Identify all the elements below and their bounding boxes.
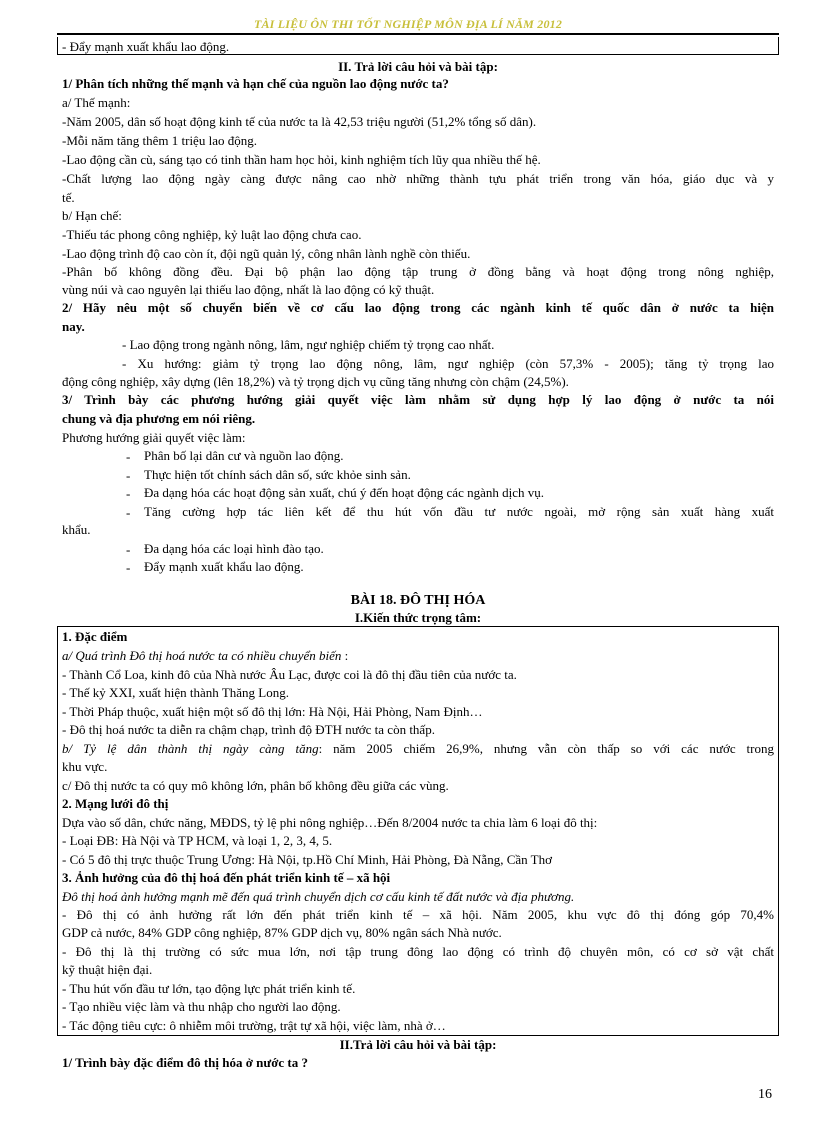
question-1-title: 1/ Phân tích những thế mạnh và hạn chế của nguồn lao động nước ta?: [62, 76, 449, 91]
employment-intro: Phương hướng giải quyết việc làm:: [62, 430, 246, 445]
impact-item: - Tạo nhiều việc làm và thu nhập cho người lao động.: [62, 999, 341, 1014]
page-number: 16: [758, 1087, 772, 1102]
lesson-subtitle: I.Kiến thức trọng tâm:: [354, 610, 482, 625]
weakness-item: -Phân bố không đồng đều. Đại bộ phận lao động tập trung ở đồng bằng và hoạt động trong nông nghiệp,: [62, 264, 774, 279]
employment-item: Đẩy mạnh xuất khẩu lao động.: [144, 559, 304, 574]
urbanization-item: - Thời Pháp thuộc, xuất hiện một số đô thị lớn: Hà Nội, Hải Phòng, Nam Định…: [62, 704, 483, 719]
employment-item-wrap: khẩu.: [62, 522, 91, 537]
section-1-heading: 1. Đặc điểm: [62, 629, 128, 644]
weaknesses-label: b/ Hạn chế:: [62, 208, 122, 223]
section-2-heading: 2. Mạng lưới đô thị: [62, 796, 169, 811]
section-1b: [62, 742, 774, 756]
impact-item: - Đô thị là thị trường có sức mua lớn, nơi tập trung đông lao động có trình độ chuyên môn, có cơ sở vật chất: [62, 944, 774, 959]
question-2-title: 2/ Hãy nêu một số chuyển biến về cơ cấu lao động trong các ngành kinh tế quốc dân ở nước ta hiện: [62, 300, 774, 315]
urbanization-item: - Thành Cổ Loa, kinh đô của Nhà nước Âu Lạc, được coi là đô thị đầu tiên của nước ta.: [62, 667, 517, 682]
section-1a-italic: a/ Quá trình Đô thị hoá nước ta có nhiều chuyển biến: [62, 648, 342, 663]
strength-item-wrap: tế.: [62, 190, 75, 205]
lesson-question-1: 1/ Trình bày đặc điểm đô thị hóa ở nước ta ?: [62, 1055, 309, 1070]
section-1a: [62, 649, 774, 663]
impact-item: - Đô thị có ảnh hưởng rất lớn đến phát triển kinh tế – xã hội. Năm 2005, khu vực đô thị đóng góp 70,4%: [62, 907, 774, 922]
bullet-dash: -: [126, 486, 131, 501]
bullet-dash: -: [126, 468, 131, 483]
strength-item: -Năm 2005, dân số hoạt động kinh tế của nước ta là 42,53 triệu người (51,2% tổng số dân).: [62, 114, 537, 129]
question-3-title: 3/ Trình bày các phương hướng giải quyết việc làm nhằm sử dụng hợp lý lao động ở nước ta nói: [62, 392, 774, 407]
top-box-line: - Đẩy mạnh xuất khẩu lao động.: [62, 39, 230, 54]
employment-item: Đa dạng hóa các hoạt động sản xuất, chú ý đến hoạt động các ngành dịch vụ.: [144, 485, 544, 500]
section-1a-colon: :: [341, 648, 349, 663]
impact-item-wrap: kỹ thuật hiện đại.: [62, 962, 153, 977]
question-3-title-wrap: chung và địa phương em nói riêng.: [62, 411, 256, 426]
impact-item: - Thu hút vốn đầu tư lớn, tạo động lực phát triển kinh tế.: [62, 981, 356, 996]
impact-item: - Tác động tiêu cực: ô nhiễm môi trường, trật tự xã hội, việc làm, nhà ở…: [62, 1018, 446, 1033]
weakness-item: -Thiếu tác phong công nghiệp, kỷ luật lao động chưa cao.: [62, 227, 362, 242]
page-header: TÀI LIỆU ÔN THI TỐT NGHIỆP MÔN ĐỊA LÍ NĂM 2012: [253, 17, 563, 31]
labour-structure-item: - Xu hướng: giảm tỷ trọng lao động nông, lâm, ngư nghiệp (còn 57,3% - 2005); tăng tỷ trọng lao: [122, 356, 774, 371]
bullet-dash: -: [126, 542, 131, 557]
network-item: - Loại ĐB: Hà Nội và TP HCM, và loại 1, 2, 3, 4, 5.: [62, 833, 333, 848]
strength-item: -Lao động cần cù, sáng tạo có tinh thần ham học hỏi, kinh nghiệm tích lũy qua nhiều thế hệ.: [62, 152, 541, 167]
employment-item: Thực hiện tốt chính sách dân số, sức khỏe sinh sản.: [144, 467, 411, 482]
section-1b-rest: : năm 2005 chiếm 26,9%, nhưng vẫn còn thấp so với các nước trong: [318, 741, 774, 756]
network-item: Dựa vào số dân, chức năng, MĐDS, tỷ lệ phi nông nghiệp…Đến 8/2004 nước ta chia làm 6 loại đô thị:: [62, 815, 598, 830]
employment-item: Tăng cường hợp tác liên kết để thu hút vốn đầu tư nước ngoài, mở rộng sản xuất hàng xuất: [144, 504, 774, 519]
labour-structure-item: - Lao động trong ngành nông, lâm, ngư nghiệp chiếm tỷ trọng cao nhất.: [122, 337, 495, 352]
employment-item: Đa dạng hóa các loại hình đào tạo.: [144, 541, 324, 556]
impact-item-wrap: GDP cả nước, 84% GDP công nghiệp, 87% GDP dịch vụ, 80% ngân sách Nhà nước.: [62, 925, 502, 940]
section-3-heading: 3. Ảnh hưởng của đô thị hoá đến phát triển kinh tế – xã hội: [62, 870, 391, 885]
header-rule: [57, 33, 779, 35]
network-item: - Có 5 đô thị trực thuộc Trung Ương: Hà Nội, tp.Hồ Chí Minh, Hải Phòng, Đà Nẵng, Cần Thơ: [62, 852, 552, 867]
section-3-lead: Đô thị hoá ảnh hưởng mạnh mẽ đến quá trình chuyển dịch cơ cấu kinh tế đất nước và địa phương.: [62, 889, 575, 904]
weakness-item-wrap: vùng núi và cao nguyên lại thiếu lao động, nhất là lao động có kỹ thuật.: [62, 282, 435, 297]
strength-item: -Chất lượng lao động ngày càng được nâng cao nhờ những thành tựu phát triển trong văn hóa, giáo dục và y: [62, 171, 774, 186]
question-2-title-wrap: nay.: [62, 319, 85, 334]
section-1b-wrap: khu vực.: [62, 759, 108, 774]
section-heading-2: II.Trả lời câu hỏi và bài tập:: [339, 1037, 497, 1052]
bullet-dash: -: [126, 505, 131, 520]
section-1c: c/ Đô thị nước ta có quy mô không lớn, phân bố không đều giữa các vùng.: [62, 778, 449, 793]
weakness-item: -Lao động trình độ cao còn ít, đội ngũ quản lý, công nhân lành nghề còn thiếu.: [62, 246, 471, 261]
labour-structure-item-wrap: động công nghiệp, xây dựng (lên 18,2%) và tỷ trọng dịch vụ cũng tăng nhưng còn chậm (24,5%).: [62, 374, 569, 389]
urbanization-item: - Đô thị hoá nước ta diễn ra chậm chạp, trình độ ĐTH nước ta còn thấp.: [62, 722, 435, 737]
bullet-dash: -: [126, 449, 131, 464]
strength-item: -Mỗi năm tăng thêm 1 triệu lao động.: [62, 133, 257, 148]
section-1b-italic: b/ Tỷ lệ dân thành thị ngày càng tăng: [62, 741, 319, 756]
section-heading: II. Trả lời câu hỏi và bài tập:: [338, 59, 498, 74]
lesson-title: BÀI 18. ĐÔ THỊ HÓA: [350, 593, 486, 608]
urbanization-item: - Thế kỷ XXI, xuất hiện thành Thăng Long.: [62, 685, 289, 700]
employment-item: Phân bố lại dân cư và nguồn lao động.: [144, 448, 344, 463]
strengths-label: a/ Thế mạnh:: [62, 95, 131, 110]
bullet-dash: -: [126, 560, 131, 575]
